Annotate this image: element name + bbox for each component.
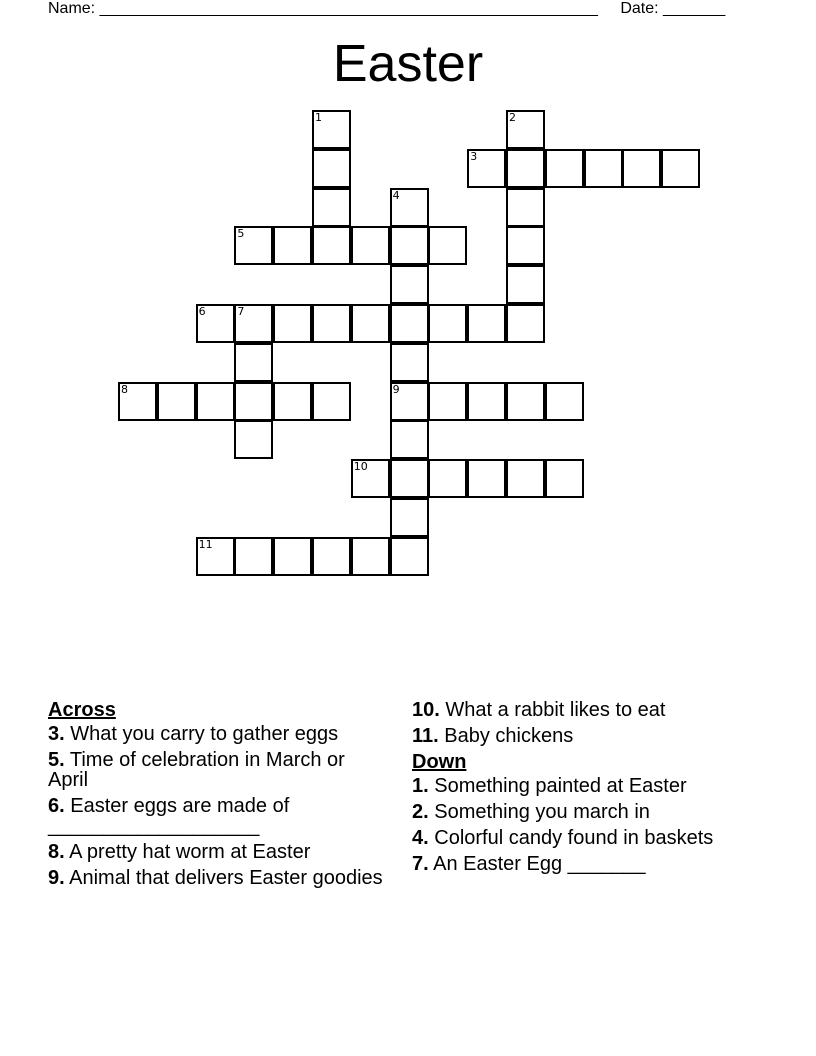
crossword-cell[interactable] [390,343,429,382]
crossword-cell[interactable] [584,149,623,188]
crossword-cell[interactable] [234,537,273,576]
crossword-cell[interactable] [312,149,351,188]
crossword-cell[interactable] [312,382,351,421]
cell-number: 2 [509,111,516,124]
crossword-cell[interactable] [428,382,467,421]
crossword-cell[interactable] [157,382,196,421]
cell-number: 4 [392,188,400,202]
crossword-cell[interactable] [390,420,429,459]
across-heading: Across [48,699,116,721]
crossword-cell[interactable] [390,537,429,576]
crossword-cell[interactable] [545,459,584,498]
crossword-cell[interactable] [234,382,273,421]
crossword-cell[interactable] [312,304,351,343]
cell-number: 8 [121,382,128,396]
crossword-cell[interactable] [390,304,429,343]
crossword-cell[interactable] [390,265,429,304]
crossword-cell[interactable] [351,537,390,576]
clue-down-7: 7. An Easter Egg _______ [412,853,646,875]
clue-across-6: 6. Easter eggs are made of ___________________ [48,795,290,837]
crossword-cell[interactable] [234,304,273,343]
crossword-cell[interactable] [312,226,351,265]
cell-number: 6 [198,305,206,318]
crossword-cell[interactable] [428,459,467,498]
crossword-cell[interactable] [390,188,429,227]
crossword-cell[interactable] [312,110,351,149]
clue-down-1: 1. Something painted at Easter [412,775,687,797]
crossword-cell[interactable] [467,149,506,188]
clue-down-2: 2. Something you march in [412,801,650,823]
crossword-cell[interactable] [312,537,351,576]
cell-number: 1 [315,111,322,124]
cell-number: 10 [353,460,368,474]
crossword-cell[interactable] [273,226,312,265]
crossword-cell[interactable] [390,498,429,537]
crossword-cell[interactable] [351,459,390,498]
cell-number: 9 [392,382,400,396]
cell-number: 11 [198,537,213,551]
crossword-cell[interactable] [506,188,545,227]
clue-across-9: 9. Animal that delivers Easter goodies [48,867,383,889]
clues-left-column [48,700,388,894]
clue-down-4: 4. Colorful candy found in baskets [412,827,714,849]
crossword-cell[interactable] [118,382,157,421]
crossword-cell[interactable] [390,459,429,498]
crossword-cell[interactable] [234,226,273,265]
crossword-cell[interactable] [312,188,351,227]
clue-across-10: 10. What a rabbit likes to eat [412,699,666,721]
crossword-cell[interactable] [196,537,235,576]
crossword-cell[interactable] [506,226,545,265]
crossword-cell[interactable] [506,110,545,149]
crossword-cell[interactable] [273,304,312,343]
crossword-cell[interactable] [545,382,584,421]
cell-number: 5 [237,227,245,241]
cell-number: 3 [470,149,478,163]
crossword-cell[interactable] [506,304,545,343]
crossword-cell[interactable] [467,304,506,343]
crossword-cell[interactable] [467,459,506,498]
name-field-label: Name: ________________________________________________________ [48,0,598,17]
crossword-cell[interactable] [428,226,467,265]
crossword-cell[interactable] [661,149,700,188]
crossword-cell[interactable] [273,537,312,576]
crossword-cell[interactable] [234,343,273,382]
crossword-cell[interactable] [196,382,235,421]
crossword-cell[interactable] [467,382,506,421]
clues-right-column [412,700,772,880]
crossword-cell[interactable] [428,304,467,343]
down-heading: Down [412,751,467,773]
page-title: Easter [332,35,484,93]
crossword-cell[interactable] [273,382,312,421]
crossword-cell[interactable] [351,226,390,265]
crossword-cell[interactable] [506,149,545,188]
crossword-cell[interactable] [390,226,429,265]
crossword-cell[interactable] [622,149,661,188]
clue-across-11: 11. Baby chickens [412,725,574,747]
clue-across-8: 8. A pretty hat worm at Easter [48,841,311,863]
crossword-cell[interactable] [506,265,545,304]
clue-across-3: 3. What you carry to gather eggs [48,723,339,745]
crossword-cell[interactable] [545,149,584,188]
crossword-cell[interactable] [234,420,273,459]
crossword-cell[interactable] [506,382,545,421]
date-field-label: Date: _______ [620,0,726,17]
crossword-cell[interactable] [351,304,390,343]
cell-number: 7 [237,305,245,318]
clue-across-5: 5. Time of celebration in March or April [48,749,345,791]
crossword-cell[interactable] [506,459,545,498]
crossword-cell[interactable] [196,304,235,343]
crossword-cell[interactable] [390,382,429,421]
